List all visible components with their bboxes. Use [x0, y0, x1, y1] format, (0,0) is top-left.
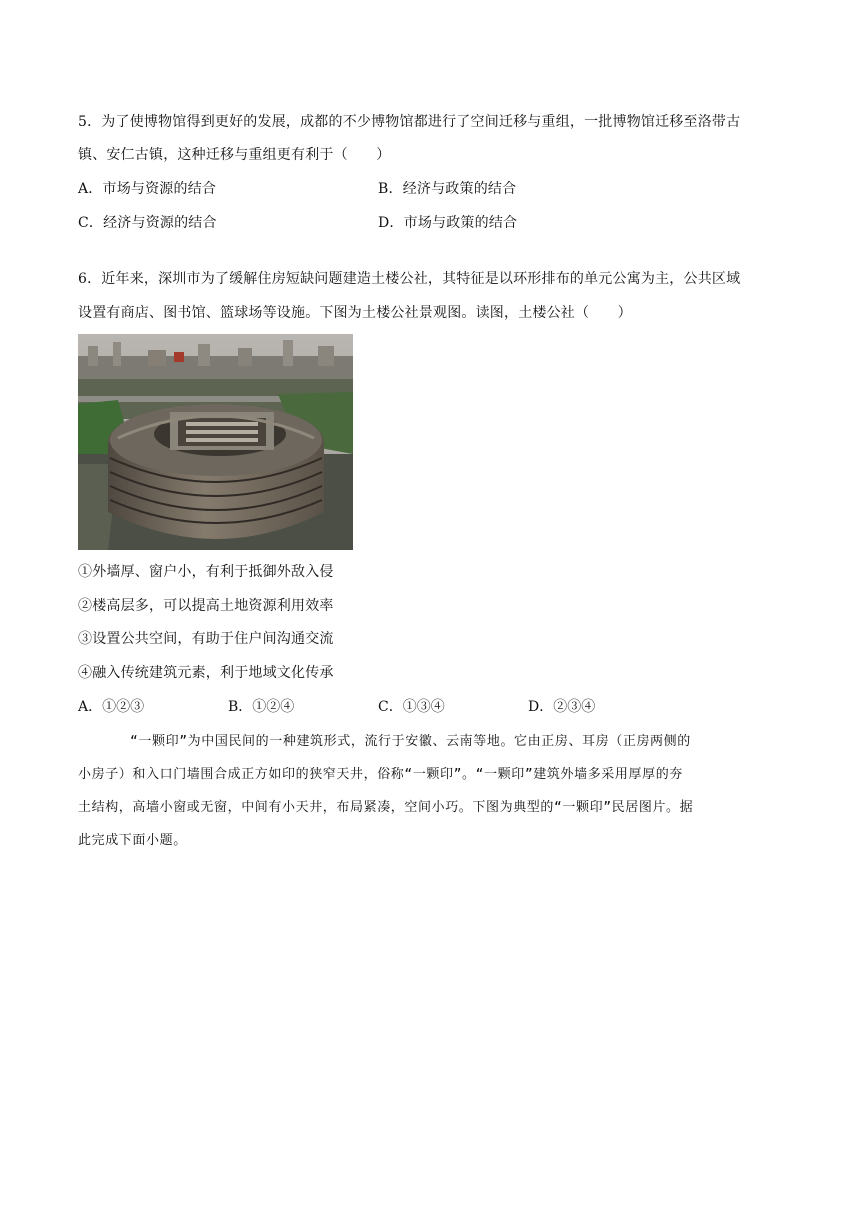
- passage-line2: 小房子）和入口门墙围合成正方如印的狭窄天井，俗称“一颗印”。“一颗印”建筑外墙多采用厚厚的夯: [78, 767, 683, 782]
- q5-option-d: D．市场与政策的结合: [378, 215, 518, 231]
- q6-option-b: B．①②④: [228, 699, 295, 715]
- q6-option-a: A．①②③: [78, 699, 145, 715]
- passage-line4: 此完成下面小题。: [78, 833, 187, 848]
- q5-stem-line1: 5．为了使博物馆得到更好的发展，成都的不少博物馆都进行了空间迁移与重组，一批博物馆迁移至洛带古: [78, 114, 741, 130]
- q6-option-d: D．②③④: [528, 699, 596, 715]
- q6-option-c: C．①③④: [378, 699, 445, 715]
- q5-option-c: C．经济与资源的结合: [78, 215, 217, 231]
- q6-stem-line2: 设置有商店、图书馆、篮球场等设施。下图为土楼公社景观图。读图，土楼公社（ ）: [78, 305, 632, 321]
- passage-line3: 土结构，高墙小窗或无窗，中间有小天井，布局紧凑，空间小巧。下图为典型的“一颗印”民居图片。据: [78, 800, 694, 815]
- q6-statement-2: ②楼高层多，可以提高土地资源利用效率: [78, 598, 334, 614]
- q6-stem-line1: 6．近年来，深圳市为了缓解住房短缺问题建造土楼公社，其特征是以环形排布的单元公寓为主，公共区域: [78, 271, 741, 287]
- q5-stem-line2: 镇、安仁古镇，这种迁移与重组更有利于（ ）: [78, 147, 391, 163]
- passage-line1: “一颗印”为中国民间的一种建筑形式，流行于安徽、云南等地。它由正房、耳房（正房两侧的: [130, 734, 691, 749]
- q6-statement-1: ①外墙厚、窗户小，有利于抵御外敌入侵: [78, 564, 334, 580]
- q5-option-b: B．经济与政策的结合: [378, 181, 517, 197]
- q6-statement-3: ③设置公共空间，有助于住户间沟通交流: [78, 631, 334, 647]
- tulou-photo: [78, 334, 353, 550]
- q6-statement-4: ④融入传统建筑元素，利于地域文化传承: [78, 665, 334, 681]
- q5-option-a: A．市场与资源的结合: [78, 181, 217, 197]
